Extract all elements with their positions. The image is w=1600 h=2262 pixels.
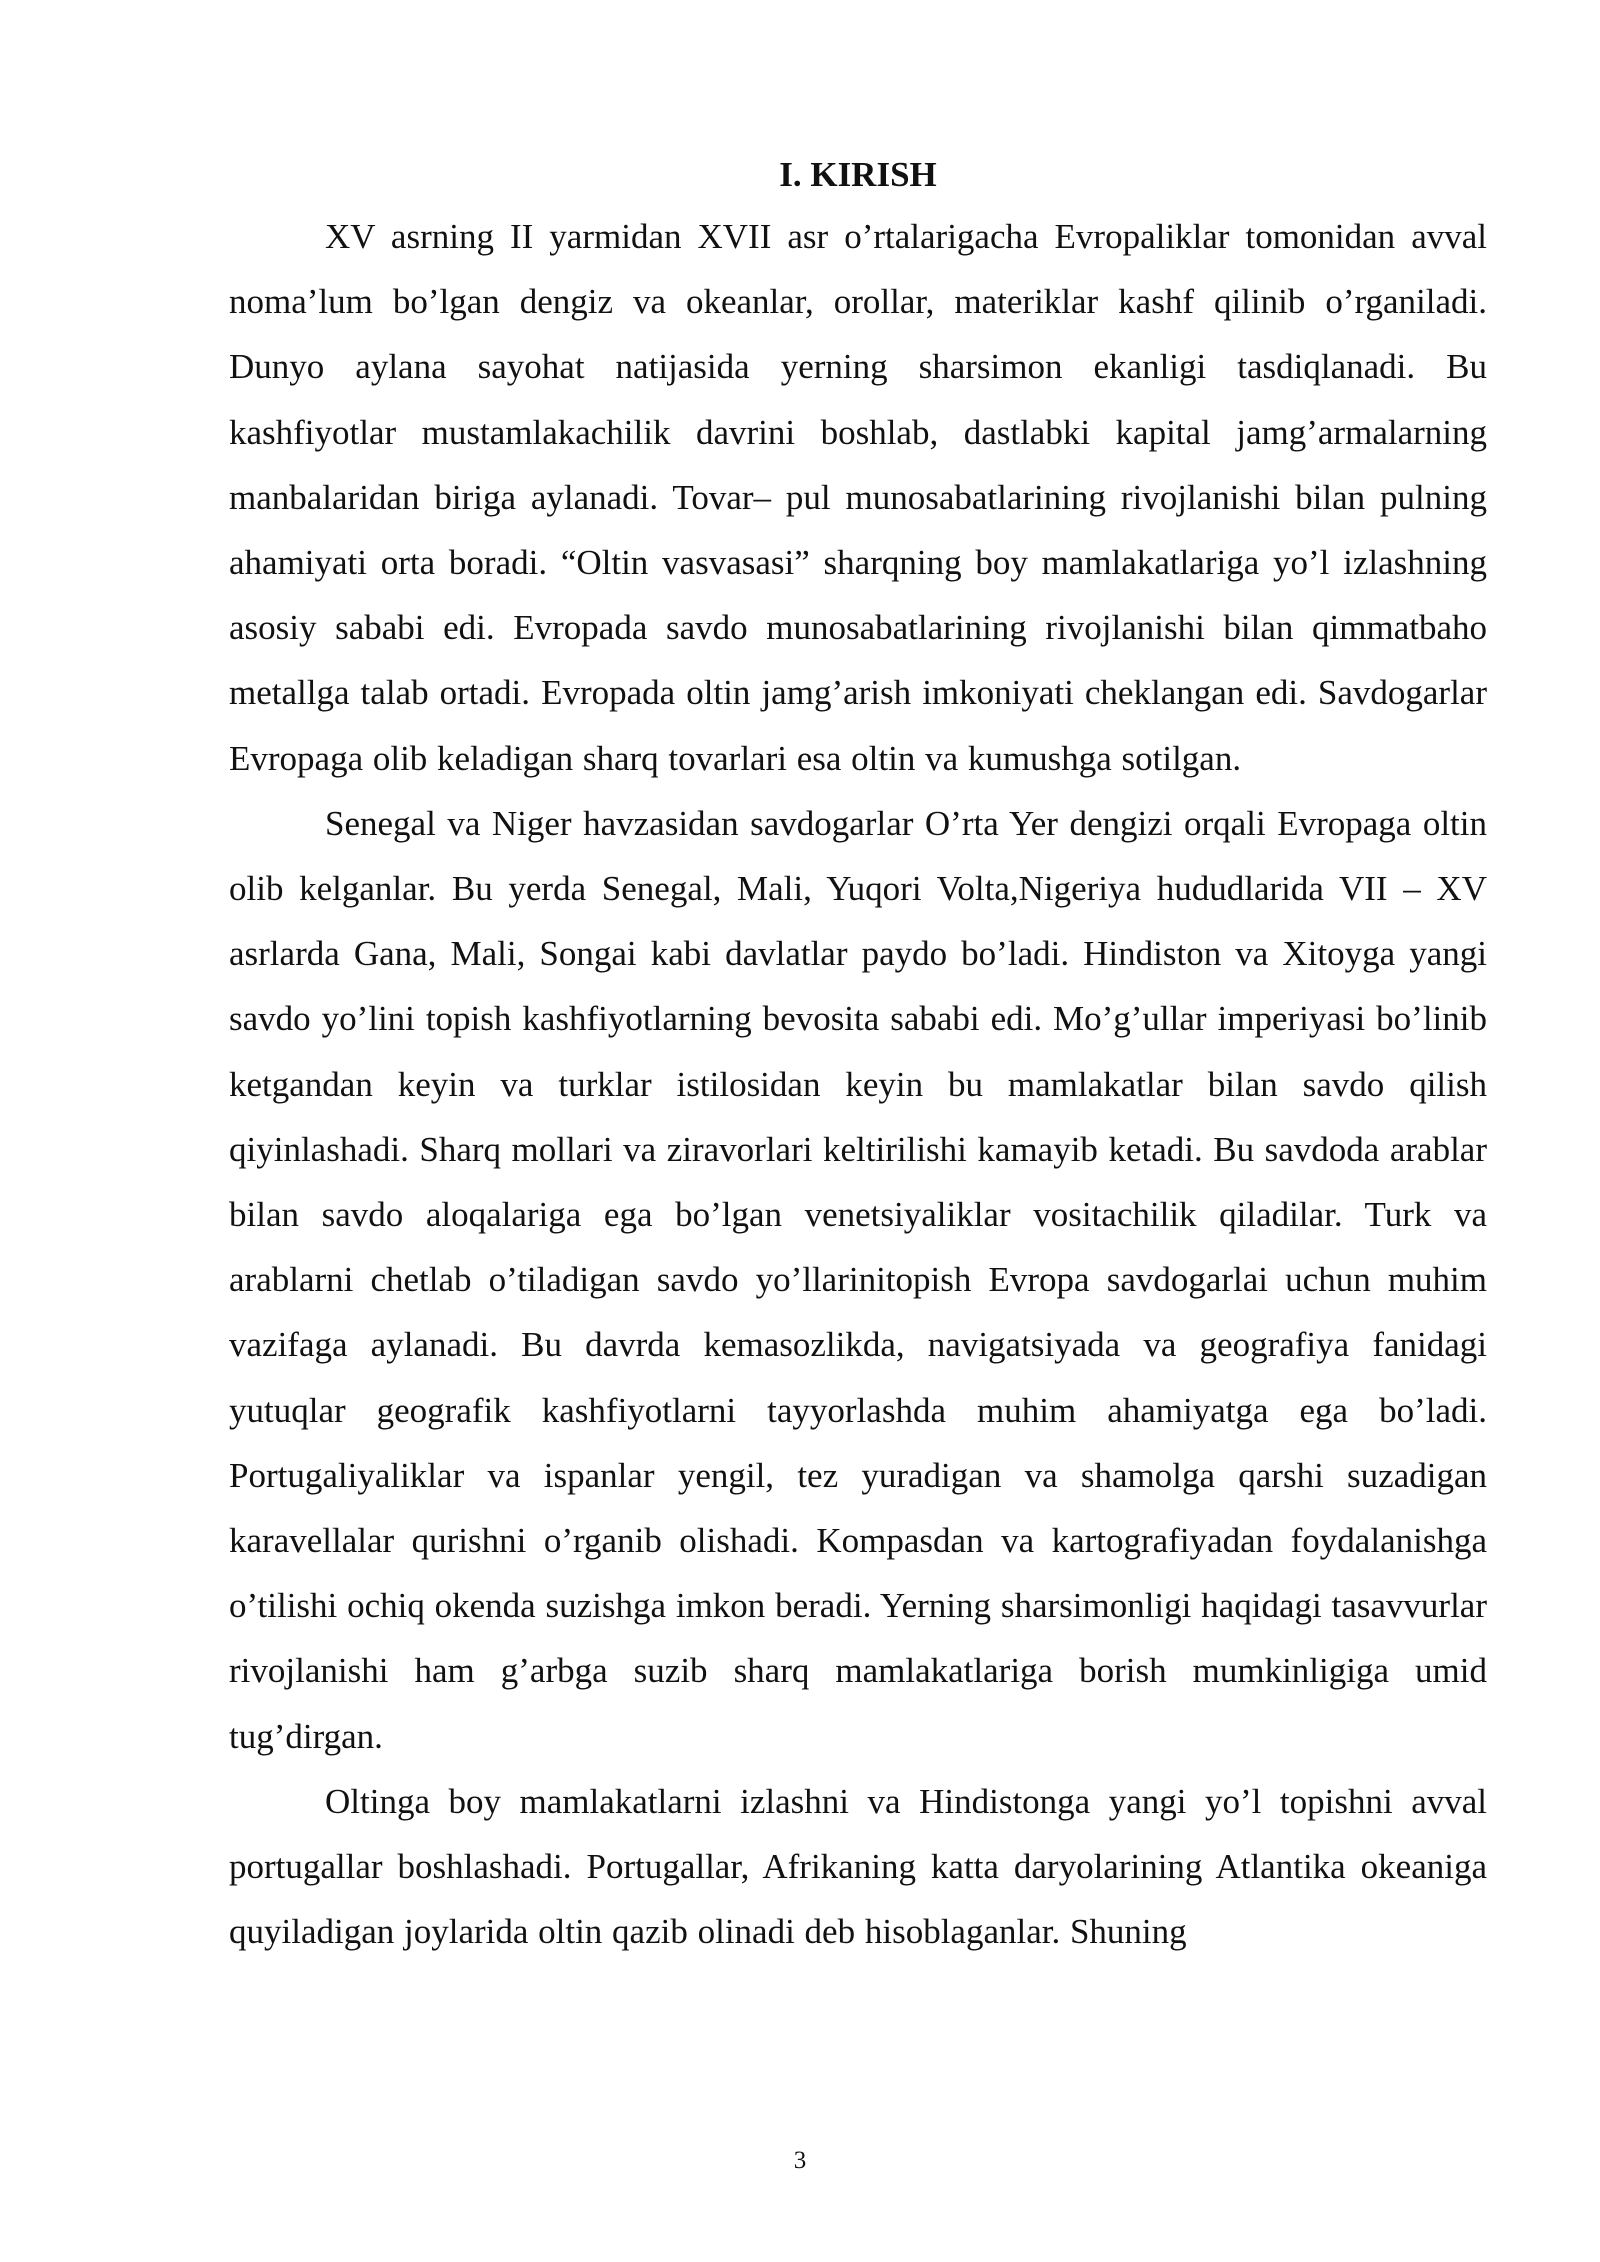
paragraph-2: Senegal va Niger havzasidan savdogarlar O’rta Yer dengizi orqali Evropaga oltin olib kelganlar. Bu yerda Senegal, Mali, Yuqori Volta,Nigeriya hududlarida VII – XV asrlarda Gana, Mali, Songai kabi davlatlar paydo bo’ladi. Hindiston va Xitoyga yangi savdo yo’lini topish kashfiyotlarning bevosita sababi edi. Mo’g’ullar imperiyasi bo’linib ketgandan keyin va turklar istilosidan keyin bu mamlakatlar bilan savdo qilish qiyinlashadi. Sharq mollari va ziravorlari keltirilishi kamayib ketadi. Bu savdoda arablar bilan savdo aloqalariga ega bo’lgan venetsiyaliklar vositachilik qiladilar. Turk va arablarni chetlab o’tiladigan savdo yo’llarinitopish Evropa savdogarlai uchun muhim vazifaga aylanadi. Bu davrda kemasozlikda, navigatsiyada va geografiya fanidagi yutuqlar geografik kashfiyotlarni tayyorlashda muhim ahamiyatga ega bo’ladi. Portugaliyaliklar va ispanlar yengil, tez yuradigan va shamolga qarshi suzadigan karavellalar qurishni o’rganib olishadi. Kompasdan va kartografiyadan foydalanishga o’tilishi ochiq okenda suzishga imkon beradi. Yerning sharsimonligi haqidagi tasavvurlar rivojlanishi ham g’arbga suzib sharq mamlakatlariga borish mumkinligiga umid tug’dirgan.: [229, 803, 1487, 1756]
paragraph-1: XV asrning II yarmidan XVII asr o’rtalarigacha Evropaliklar tomonidan avval noma’lum bo’lgan dengiz va okeanlar, orollar, materiklar kashf qilinib o’rganiladi. Dunyo aylana sayohat natijasida yerning sharsimon ekanligi tasdiqlanadi. Bu kashfiyotlar mustamlakachilik davrini boshlab, dastlabki kapital jamg’armalarning manbalaridan biriga aylanadi. Tovar– pul munosabatlarining rivojlanishi bilan pulning ahamiyati orta boradi. “Oltin vasvasasi” sharqning boy mamlakatlariga yo’l izlashning asosiy sababi edi. Evropada savdo munosabatlarining rivojlanishi bilan qimmatbaho metallga talab ortadi. Evropada oltin jamg’arish imkoniyati cheklangan edi. Savdogarlar Evropaga olib keladigan sharq tovarlari esa oltin va kumushga sotilgan.: [229, 217, 1487, 778]
page-content: [229, 150, 1487, 1964]
paragraph-3: Oltinga boy mamlakatlarni izlashni va Hindistonga yangi yo’l topishni avval portugallar boshlashadi. Portugallar, Afrikaning katta daryolarining Atlantika okeaniga quyiladigan joylarida oltin qazib olinadi deb hisoblaganlar. Shuning: [229, 1781, 1487, 1952]
page-number: 3: [793, 2147, 807, 2174]
section-title: I. KIRISH: [779, 155, 937, 194]
